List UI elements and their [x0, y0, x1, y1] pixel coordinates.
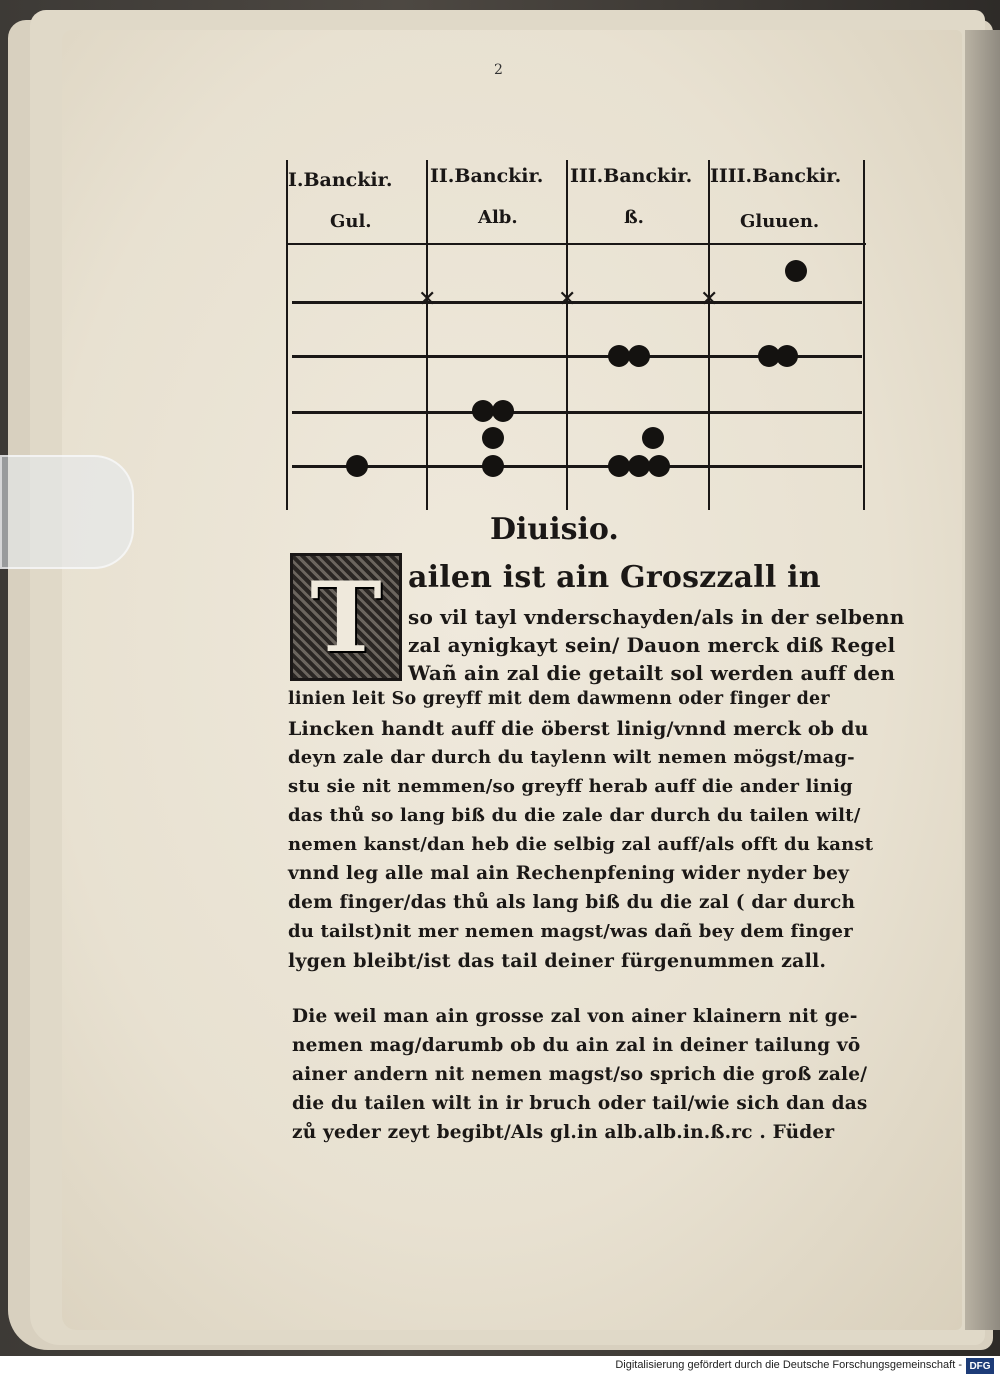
text-line: Die weil man ain grosse zal von ainer klainern nit ge- — [292, 1006, 858, 1027]
counter-bead — [492, 400, 514, 422]
section-heading: Diuisio. — [490, 512, 619, 547]
counting-line — [292, 411, 862, 414]
text-line: ailen ist ain Groszzall in — [408, 560, 821, 595]
text-line: linien leit So greyff mit dem dawmenn oder finger der — [288, 689, 830, 709]
text-line: nemen mag/darumb ob du ain zal in deiner tailung vō — [292, 1035, 861, 1056]
column-header: IIII.Banckir. — [710, 165, 842, 187]
counter-bead — [482, 455, 504, 477]
counter-bead — [608, 345, 630, 367]
counting-table-diagram — [278, 155, 868, 510]
text-line: du tailst)nit mer nemen magst/was dañ bey dem finger — [288, 921, 853, 942]
text-line: Lincken handt auff die öberst linig/vnnd merck ob du — [288, 718, 869, 740]
counter-bead — [785, 260, 807, 282]
counter-bead — [648, 455, 670, 477]
text-line: zů yeder zeyt begibt/Als gl.in alb.alb.in.ß.rc . Füder — [292, 1122, 835, 1143]
facing-page-edge — [965, 30, 1000, 1330]
column-header: I.Banckir. — [288, 169, 393, 191]
text-line: die du tailen wilt in ir bruch oder tail/wie sich dan das — [292, 1093, 868, 1114]
counter-bead — [776, 345, 798, 367]
text-line: so vil tayl vnderschayden/als in der selbenn — [408, 605, 905, 629]
page-mark: 2 — [494, 62, 503, 78]
counter-bead — [346, 455, 368, 477]
counting-line — [292, 301, 862, 304]
text-line: lygen bleibt/ist das tail deiner fürgenummen zall. — [288, 950, 827, 972]
cross-mark: ✕ — [558, 287, 577, 312]
counting-line — [292, 465, 862, 468]
text-line: Wañ ain zal die getailt sol werden auff den — [408, 661, 896, 685]
text-line: nemen kanst/dan heb die selbig zal auff/als offt du kanst — [288, 834, 874, 855]
column-header: III.Banckir. — [570, 165, 693, 187]
column-divider — [566, 160, 568, 510]
column-divider — [426, 160, 428, 510]
footer-bar — [0, 1356, 1000, 1376]
text-line: das thů so lang biß du die zale dar durch du tailen wilt/ — [288, 805, 861, 826]
counter-bead — [628, 345, 650, 367]
plastic-clip — [0, 455, 134, 569]
counter-bead — [608, 455, 630, 477]
decorated-initial — [290, 553, 402, 681]
footer-credit: Digitalisierung gefördert durch die Deutsche Forschungsgemeinschaft - — [615, 1359, 962, 1371]
column-sublabel: Gul. — [330, 211, 372, 232]
initial-letter: T — [310, 560, 382, 674]
column-divider — [286, 160, 288, 510]
text-line: ainer andern nit nemen magst/so sprich die groß zale/ — [292, 1064, 868, 1085]
column-sublabel: Gluuen. — [740, 211, 820, 232]
header-rule — [286, 243, 866, 245]
text-line: dem finger/das thů als lang biß du die zal ( dar durch — [288, 892, 856, 913]
text-line: stu sie nit nemmen/so greyff herab auff die ander linig — [288, 776, 853, 797]
counter-bead — [482, 427, 504, 449]
counter-bead — [642, 427, 664, 449]
text-line: deyn zale dar durch du taylenn wilt nemen mögst/mag- — [288, 747, 855, 768]
text-line: zal aynigkayt sein/ Dauon merck diß Regel — [408, 633, 896, 657]
column-divider — [863, 160, 865, 510]
column-header: II.Banckir. — [430, 165, 544, 187]
dfg-logo: DFG — [966, 1358, 994, 1374]
cross-mark: ✕ — [418, 287, 437, 312]
counter-bead — [472, 400, 494, 422]
column-sublabel: Alb. — [478, 207, 518, 228]
counter-bead — [628, 455, 650, 477]
cross-mark: ✕ — [700, 287, 719, 312]
column-sublabel: ß. — [624, 207, 644, 228]
text-line: vnnd leg alle mal ain Rechenpfening wider nyder bey — [288, 863, 850, 884]
column-divider — [708, 160, 710, 510]
